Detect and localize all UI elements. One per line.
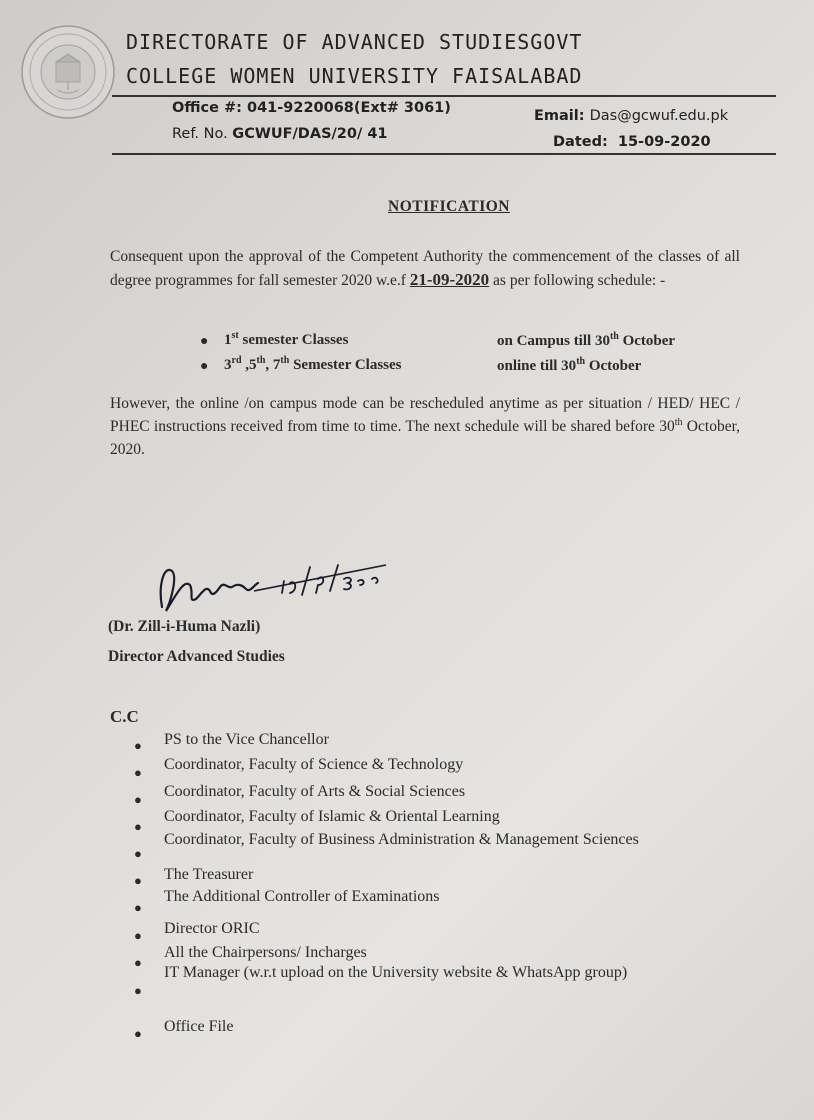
schedule-item-2: 3rd ,5th, 7th Semester Classes bbox=[224, 355, 402, 373]
cc-item: PS to the Vice Chancellor bbox=[164, 731, 329, 748]
cc-item: Coordinator, Faculty of Science & Technology bbox=[164, 756, 464, 773]
dated: Dated: 15-09-2020 bbox=[553, 134, 711, 150]
cc-item: Coordinator, Faculty of Islamic & Oriental Learning bbox=[164, 808, 500, 825]
signatory-title: Director Advanced Studies bbox=[108, 648, 285, 665]
cc-item: Director ORIC bbox=[164, 920, 260, 937]
header-rule-top bbox=[112, 95, 776, 97]
header-line-1: DIRECTORATE OF ADVANCED STUDIESGOVT bbox=[126, 30, 583, 54]
notification-title: NOTIFICATION bbox=[388, 198, 510, 215]
schedule-item-2-mode: online till 30th October bbox=[497, 356, 642, 374]
commencement-date: 21-09-2020 bbox=[409, 270, 490, 289]
cc-title: C.C bbox=[110, 707, 139, 726]
office-phone: Office #: 041-9220068(Ext# 3061) bbox=[172, 100, 451, 116]
cc-item: Coordinator, Faculty of Business Administration & Management Sciences bbox=[164, 831, 639, 848]
cc-item: The Additional Controller of Examinations bbox=[164, 888, 440, 905]
header-line-2: COLLEGE WOMEN UNIVERSITY FAISALABAD bbox=[126, 64, 583, 88]
notification-paragraph-2: However, the online /on campus mode can be rescheduled anytime as per situation / HED/ HEC / PHEC instructions received from time to time. The next schedule will be shared before 30th October, 2020. bbox=[110, 395, 740, 458]
notification-paragraph-1: Consequent upon the approval of the Competent Authority the commencement of the classes of all degree programmes for fall semester 2020 w.e.f 21-09-2020 as per following schedule: - bbox=[110, 248, 740, 289]
reference-number: Ref. No. GCWUF/DAS/20/ 41 bbox=[172, 126, 388, 142]
schedule-bullet: ● bbox=[200, 359, 209, 374]
schedule-bullet: ● bbox=[200, 334, 209, 349]
schedule-item-1: 1st semester Classes bbox=[224, 330, 349, 348]
schedule-item-1-mode: on Campus till 30th October bbox=[497, 331, 676, 349]
cc-item: Coordinator, Faculty of Arts & Social Sciences bbox=[164, 783, 466, 800]
university-seal-logo bbox=[18, 22, 118, 122]
cc-item: All the Chairpersons/ Incharges bbox=[164, 944, 367, 961]
email: Email: Das@gcwuf.edu.pk bbox=[534, 108, 729, 124]
cc-item: Office File bbox=[164, 1018, 234, 1035]
handwritten-signature bbox=[150, 545, 390, 620]
cc-item: The Treasurer bbox=[164, 866, 254, 883]
signatory-name: (Dr. Zill-i-Huma Nazli) bbox=[108, 618, 261, 635]
header-rule-bottom bbox=[112, 153, 776, 155]
cc-item: IT Manager (w.r.t upload on the University website & WhatsApp group) bbox=[164, 964, 628, 981]
